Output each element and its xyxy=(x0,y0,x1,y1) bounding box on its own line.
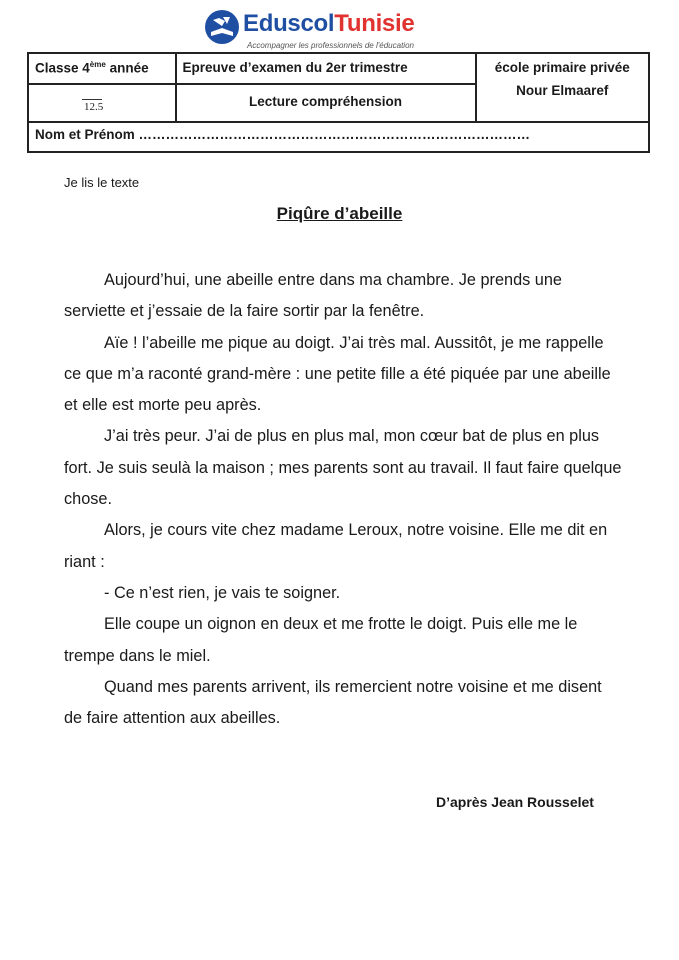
name-field: Nom et Prénom …………………………………………………………………………… xyxy=(35,127,531,142)
exam-title: Epreuve d’examen du 2er trimestre xyxy=(182,60,408,75)
class-cell xyxy=(28,53,176,84)
logo-name-part2: Tunisie xyxy=(334,10,415,37)
logo-tagline: Accompagner les professionnels de l'éducation xyxy=(247,41,414,50)
logo-name-part1: Eduscol xyxy=(243,10,335,37)
school-cell xyxy=(476,53,649,122)
class-superscript: ème xyxy=(89,60,106,69)
paragraph: J’ai très peur. J’ai de plus en plus mal, mon cœur bat de plus en plus fort. Je suis seulà la maison ; mes parents sont au travail. Il faut faire quelque chose. xyxy=(64,427,622,509)
paragraph: Elle coupe un oignon en deux et me frotte le doigt. Puis elle me le trempe dans le miel. xyxy=(64,615,578,665)
score-cell xyxy=(28,84,176,122)
dialogue-line: - Ce n’est rien, je vais te soigner. xyxy=(104,583,341,602)
exam-cell xyxy=(176,53,476,84)
story-title: Piqûre d’abeille xyxy=(276,204,403,223)
name-cell xyxy=(28,122,649,152)
subject-label: Lecture compréhension xyxy=(249,94,403,109)
school-name: Nour Elmaaref xyxy=(516,83,609,98)
school-type: école primaire privée xyxy=(494,60,630,75)
subject-cell xyxy=(176,84,476,122)
paragraph: Alors, je cours vite chez madame Leroux, notre voisine. Elle me dit en riant : xyxy=(64,521,608,571)
score-total: 12.5 xyxy=(84,101,104,113)
story-body xyxy=(64,265,624,734)
class-suffix: année xyxy=(105,60,149,76)
class-label: Classe 4 xyxy=(35,60,90,76)
score-blank-line xyxy=(82,99,102,100)
paragraph: Aujourd’hui, une abeille entre dans ma chambre. Je prends une serviette et j’essaie de la faire sortir par la fenêtre. xyxy=(64,271,562,321)
book-logo-icon xyxy=(203,8,241,46)
instruction-text: Je lis le texte xyxy=(64,175,140,190)
exam-header-table xyxy=(27,52,650,153)
site-logo xyxy=(203,8,463,52)
logo-wordmark xyxy=(243,10,414,38)
paragraph: Aïe ! l’abeille me pique au doigt. J’ai très mal. Aussitôt, je me rappelle ce que m’a raconté grand-mère : une petite fille a été piquée par une abeille et elle est morte peu après. xyxy=(64,333,611,415)
author-credit: D’après Jean Rousselet xyxy=(436,794,594,810)
paragraph: Quand mes parents arrivent, ils remercient notre voisine et me disent de faire attention aux abeilles. xyxy=(64,677,602,728)
